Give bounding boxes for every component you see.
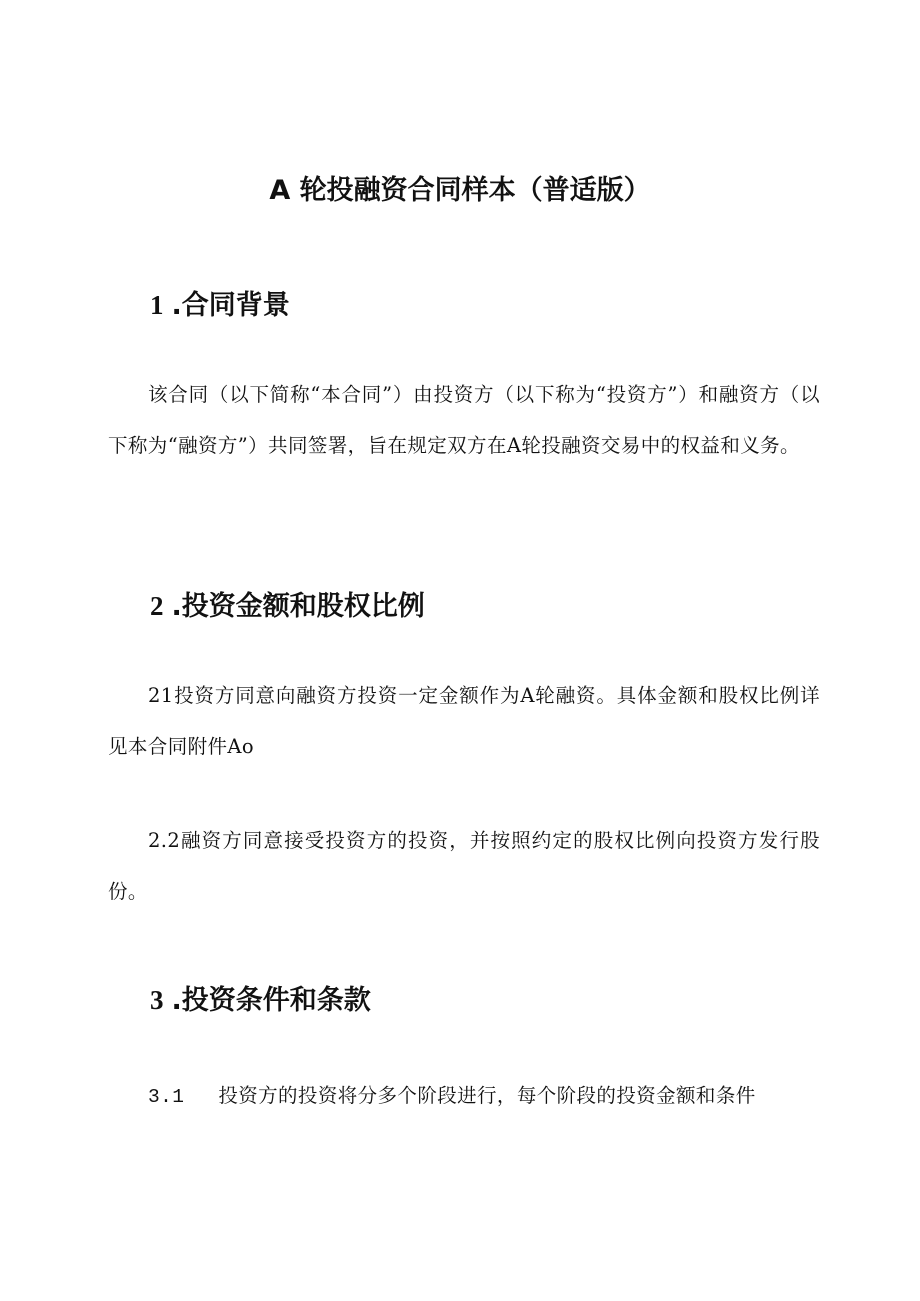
section-title-2: .投资金额和股权比例 xyxy=(171,591,425,622)
clause-3-1-paragraph xyxy=(108,1070,820,1123)
section-number-3: 3 xyxy=(150,985,164,1015)
section-title-1: .合同背景 xyxy=(171,290,290,321)
section-1-paragraph-1: 该合同（以下简称“本合同”）由投资方（以下称为“投资方”）和融资方（以下称为“融资方”）共同签署，旨在规定双方在A轮投融资交易中的权益和义务。 xyxy=(108,383,820,457)
section-heading-1 xyxy=(150,283,290,322)
clause-2-2-paragraph: 2.2融资方同意接受投资方的投资，并按照约定的股权比例向投资方发行股份。 xyxy=(108,829,820,903)
clause-3-1-text: 投资方的投资将分多个阶段进行，每个阶段的投资金额和条件 xyxy=(218,1084,756,1107)
section-title-3: .投资条件和条款 xyxy=(171,985,371,1016)
section-heading-3 xyxy=(150,978,371,1017)
section-number-2: 2 xyxy=(150,591,164,621)
section-heading-2 xyxy=(150,584,425,623)
clause-2-1-paragraph: 21投资方同意向融资方投资一定金额作为A轮融资。具体金额和股权比例详见本合同附件Ao xyxy=(108,684,820,758)
document-title: A 轮投融资合同样本（普适版） xyxy=(269,175,651,206)
clause-3-1-number: 3.1 xyxy=(148,1086,185,1108)
section-number-1: 1 xyxy=(150,290,164,320)
